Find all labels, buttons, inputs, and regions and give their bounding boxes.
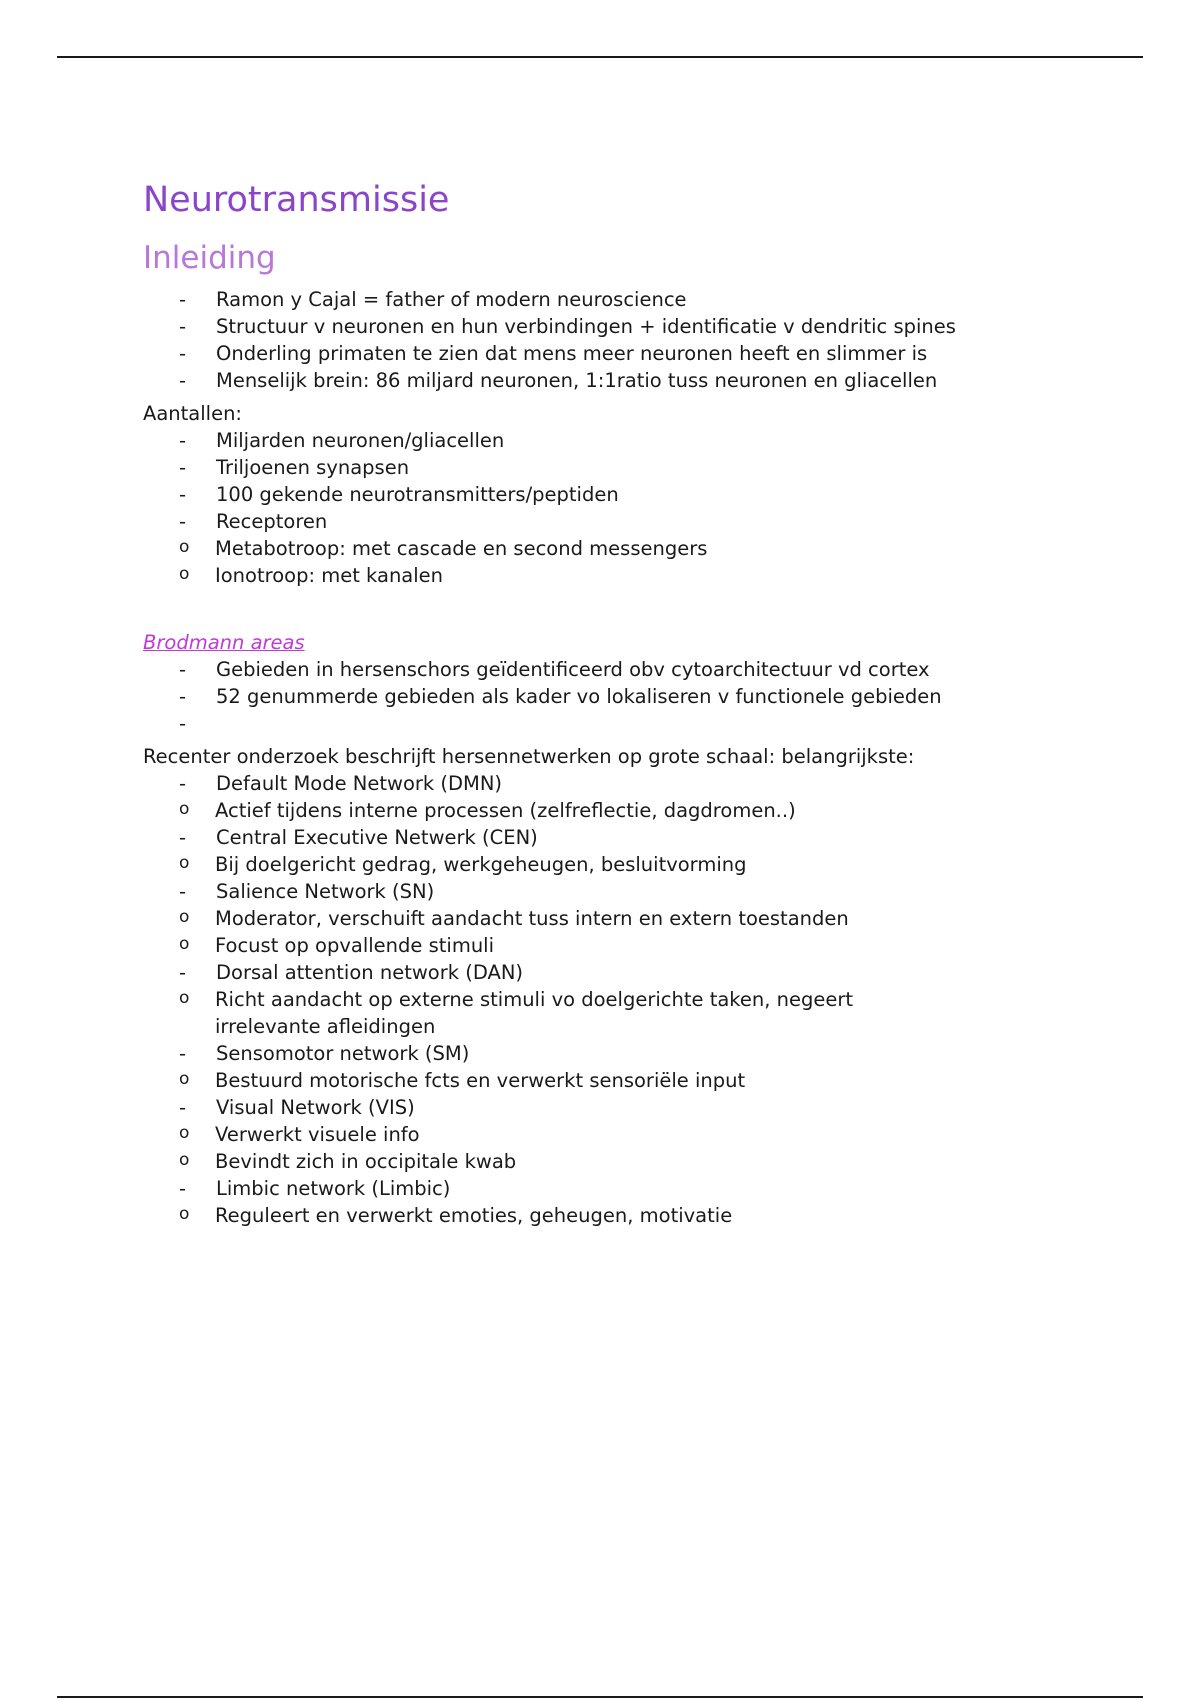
header-rule: [57, 56, 1143, 58]
list-item: - 100 gekende neurotransmitters/peptiden: [143, 481, 1103, 508]
list-item: - Structuur v neuronen en hun verbindingen + identificatie v dendritic spines: [143, 313, 1103, 340]
networks-list: [143, 770, 1103, 797]
network-sublist: [143, 905, 1103, 959]
sub-list-item: o Moderator, verschuift aandacht tuss intern en extern toestanden: [70, 905, 1103, 932]
networks-list: [143, 1094, 1103, 1121]
list-item: - Miljarden neuronen/gliacellen: [143, 427, 1103, 454]
networks-intro: Recenter onderzoek beschrijft hersennetwerken op grote schaal: belangrijkste:: [143, 745, 915, 768]
network-sublist: [143, 986, 1103, 1040]
list-item: - Receptoren: [143, 508, 1103, 535]
sub-list-item: o Ionotroop: met kanalen: [70, 562, 1103, 589]
network-item: - Visual Network (VIS): [143, 1094, 1103, 1121]
brodmann-list: [143, 656, 1103, 737]
list-item: - Onderling primaten te zien dat mens meer neuronen heeft en slimmer is: [143, 340, 1103, 367]
network-item: - Salience Network (SN): [143, 878, 1103, 905]
counts-label: Aantallen:: [143, 402, 243, 425]
sub-list-item: o Richt aandacht op externe stimuli vo doelgerichte taken, negeert irrelevante afleidingen: [70, 986, 905, 1040]
sub-list-item: o Metabotroop: met cascade en second messengers: [70, 535, 1103, 562]
sub-list-item: o Focust op opvallende stimuli: [70, 932, 1103, 959]
footer-rule: [57, 1696, 1143, 1698]
network-item: - Sensomotor network (SM): [143, 1040, 1103, 1067]
list-item: - Triljoenen synapsen: [143, 454, 1103, 481]
brodmann-areas-link[interactable]: Brodmann areas: [143, 631, 305, 654]
network-sublist: [143, 1121, 1103, 1175]
network-sublist: [143, 851, 1103, 878]
list-item: - Gebieden in hersenschors geïdentificeerd obv cytoarchitectuur vd cortex: [143, 656, 1103, 683]
list-item-empty: [143, 710, 1103, 737]
sub-list-item: o Reguleert en verwerkt emoties, geheugen, motivatie: [70, 1202, 1103, 1229]
sub-list-item: o Bevindt zich in occipitale kwab: [70, 1148, 1103, 1175]
networks-list: [143, 1040, 1103, 1067]
page-title: Neurotransmissie: [143, 180, 450, 220]
networks-list: [143, 878, 1103, 905]
counts-list: [143, 427, 1103, 535]
list-item: - Ramon y Cajal = father of modern neuroscience: [143, 286, 1103, 313]
network-sublist: [143, 1067, 1103, 1094]
network-item: - Dorsal attention network (DAN): [143, 959, 1103, 986]
networks-list: [143, 959, 1103, 986]
sub-list-item: o Bij doelgericht gedrag, werkgeheugen, besluitvorming: [70, 851, 1103, 878]
network-item: - Central Executive Netwerk (CEN): [143, 824, 1103, 851]
sub-list-item: o Bestuurd motorische fcts en verwerkt sensoriële input: [70, 1067, 1103, 1094]
intro-list: [143, 286, 1103, 394]
network-item: - Limbic network (Limbic): [143, 1175, 1103, 1202]
list-item: - 52 genummerde gebieden als kader vo lokaliseren v functionele gebieden: [143, 683, 1103, 710]
network-item: - Default Mode Network (DMN): [143, 770, 1103, 797]
network-sublist: [143, 1202, 1103, 1229]
networks-list: [143, 824, 1103, 851]
document-body: [143, 172, 1103, 1229]
sub-list-item: o Verwerkt visuele info: [70, 1121, 1103, 1148]
networks-list: [143, 1175, 1103, 1202]
list-item: - Menselijk brein: 86 miljard neuronen, 1:1ratio tuss neuronen en gliacellen: [143, 367, 1103, 394]
receptor-sublist: [143, 535, 1103, 589]
section-heading-inleiding: Inleiding: [143, 240, 276, 276]
sub-list-item: o Actief tijdens interne processen (zelfreflectie, dagdromen..): [70, 797, 1103, 824]
network-sublist: [143, 797, 1103, 824]
